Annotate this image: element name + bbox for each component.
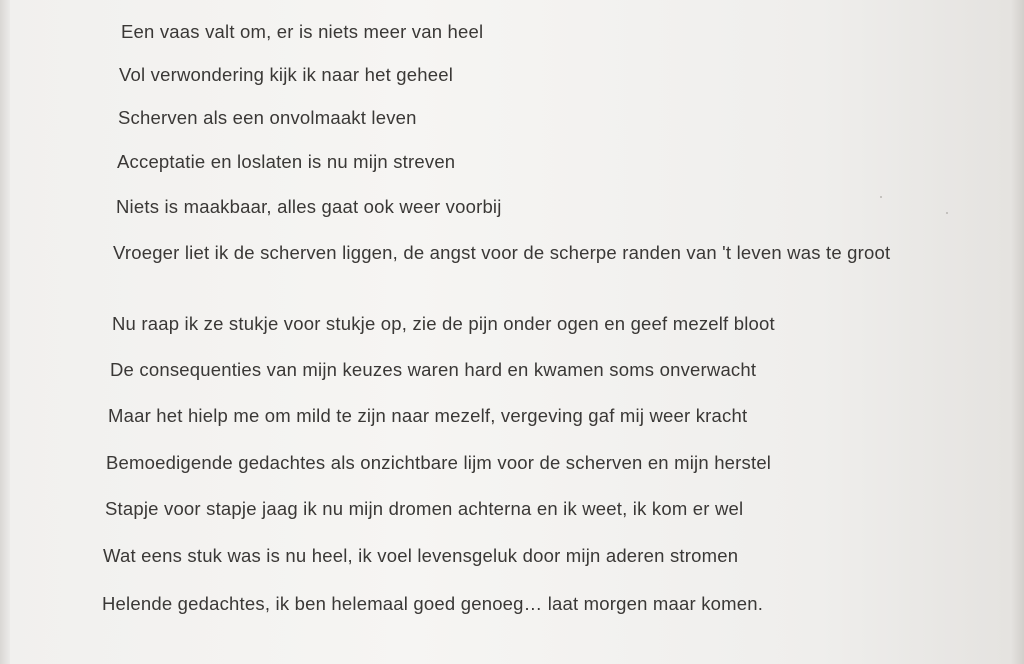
poem-line-12: Wat eens stuk was is nu heel, ik voel levensgeluk door mijn aderen stromen [103, 545, 739, 566]
poem-line-11: Stapje voor stapje jaag ik nu mijn dromen achterna en ik weet, ik kom er wel [105, 498, 744, 519]
poem-line-5: Niets is maakbaar, alles gaat ook weer voorbij [116, 196, 502, 217]
poem-line-3: Scherven als een onvolmaakt leven [118, 107, 417, 128]
poem-line-7: Nu raap ik ze stukje voor stukje op, zie de pijn onder ogen en geef mezelf bloot [112, 313, 775, 334]
poem-line-9: Maar het hielp me om mild te zijn naar mezelf, vergeving gaf mij weer kracht [108, 405, 748, 426]
poem-line-8: De consequenties van mijn keuzes waren hard en kwamen soms onverwacht [110, 359, 757, 380]
poem-line-1: Een vaas valt om, er is niets meer van heel [121, 21, 484, 42]
paper-speck [880, 196, 882, 198]
poem-line-13: Helende gedachtes, ik ben helemaal goed genoeg… laat morgen maar komen. [102, 593, 764, 614]
paper-left-edge [0, 0, 10, 664]
paper-right-edge [1010, 0, 1024, 664]
poem-line-6: Vroeger liet ik de scherven liggen, de angst voor de scherpe randen van 't leven was te groot [113, 242, 891, 263]
poem-line-2: Vol verwondering kijk ik naar het geheel [119, 64, 453, 85]
poem-line-10: Bemoedigende gedachtes als onzichtbare lijm voor de scherven en mijn herstel [106, 452, 772, 473]
paper-speck [946, 212, 948, 214]
poem-line-4: Acceptatie en loslaten is nu mijn streven [117, 151, 456, 172]
